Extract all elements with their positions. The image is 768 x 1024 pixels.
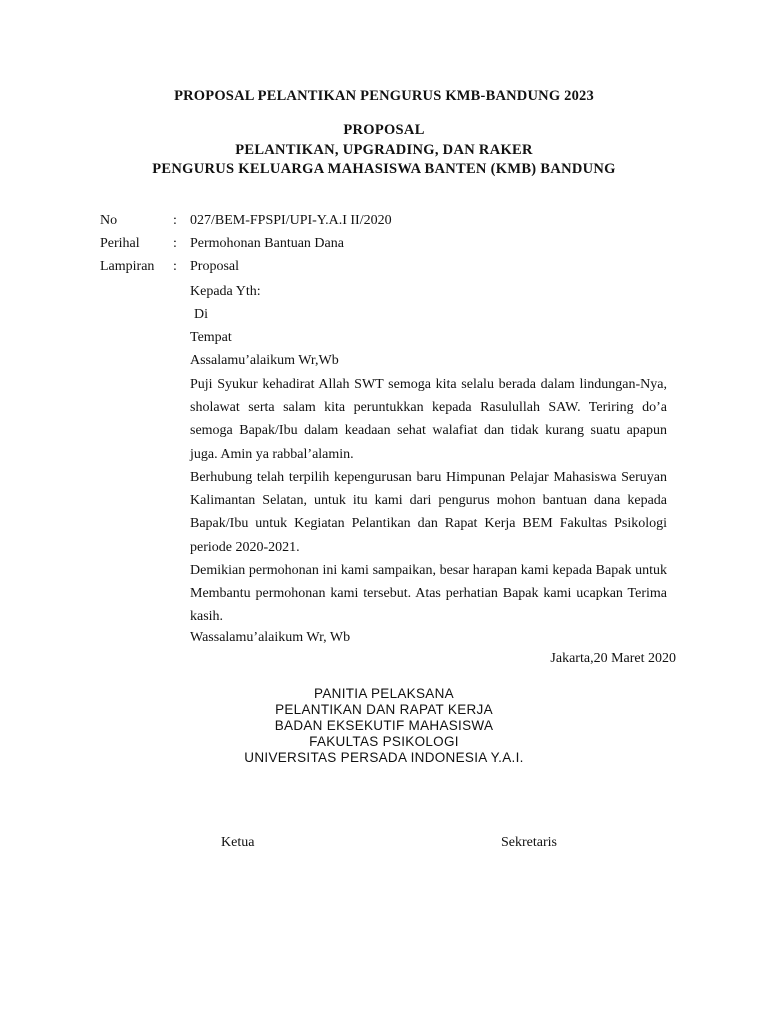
proposal-heading [0,121,768,180]
paragraph-closing: Demikian permohonan ini kami sampaikan, besar harapan kami kepada Bapak untuk Membantu permohonan kami tersebut. Atas perhatian Bapak kami ucapkan Terima kasih. [190,563,667,625]
signature-sekretaris: Sekretaris [501,835,557,850]
address-to: Kepada Yth: [190,284,261,299]
address-di: Di [194,307,208,322]
greeting: Assalamu’alaikum Wr,Wb [190,353,339,368]
closing-salutation: Wassalamu’alaikum Wr, Wb [190,630,351,645]
meta-label: No [100,213,118,228]
committee-block [0,686,768,766]
committee-line: UNIVERSITAS PERSADA INDONESIA Y.A.I. [244,750,524,765]
signature-ketua: Ketua [221,835,255,850]
committee-line: PANITIA PELAKSANA [314,686,454,701]
meta-label: Lampiran [100,259,155,274]
committee-line: PELANTIKAN DAN RAPAT KERJA [275,702,493,717]
meta-value: Permohonan Bantuan Dana [190,236,344,251]
paragraph-request: Berhubung telah terpilih kepengurusan baru Himpunan Pelajar Mahasiswa Seruyan Kalimantan Selatan, untuk itu kami dari pengurus mohon bantuan dana kepada Bapak/Ibu untuk Kegiatan Pelantikan dan Rapat Kerja BEM Fakultas Psikologi periode 2020-2021. [190,470,667,555]
meta-separator: : [173,236,177,251]
letter-date: Jakarta,20 Maret 2020 [550,651,676,666]
heading-line: PROPOSAL [343,122,425,138]
heading-line: PELANTIKAN, UPGRADING, DAN RAKER [235,141,533,158]
meta-separator: : [173,259,177,274]
committee-line: FAKULTAS PSIKOLOGI [309,734,459,749]
meta-label: Perihal [100,236,140,251]
meta-separator: : [173,213,177,228]
meta-value: 027/BEM-FPSPI/UPI-Y.A.I II/2020 [190,213,392,228]
address-place: Tempat [190,330,232,345]
heading-line: PENGURUS KELUARGA MAHASISWA BANTEN (KMB) BANDUNG [152,161,616,177]
meta-value: Proposal [190,259,239,274]
paragraph-opening: Puji Syukur kehadirat Allah SWT semoga kita selalu berada dalam lindungan-Nya, sholawat serta salam kita peruntukkan kepada Rasulullah SAW. Teriring do’a semoga Bapak/Ibu dalam keadaan sehat walafiat dan tidak kurang suatu apapun juga. Amin ya rabbal’alamin. [190,377,667,462]
document-title: PROPOSAL PELANTIKAN PENGURUS KMB-BANDUNG 2023 [174,88,594,104]
committee-line: BADAN EKSEKUTIF MAHASISWA [274,718,494,733]
